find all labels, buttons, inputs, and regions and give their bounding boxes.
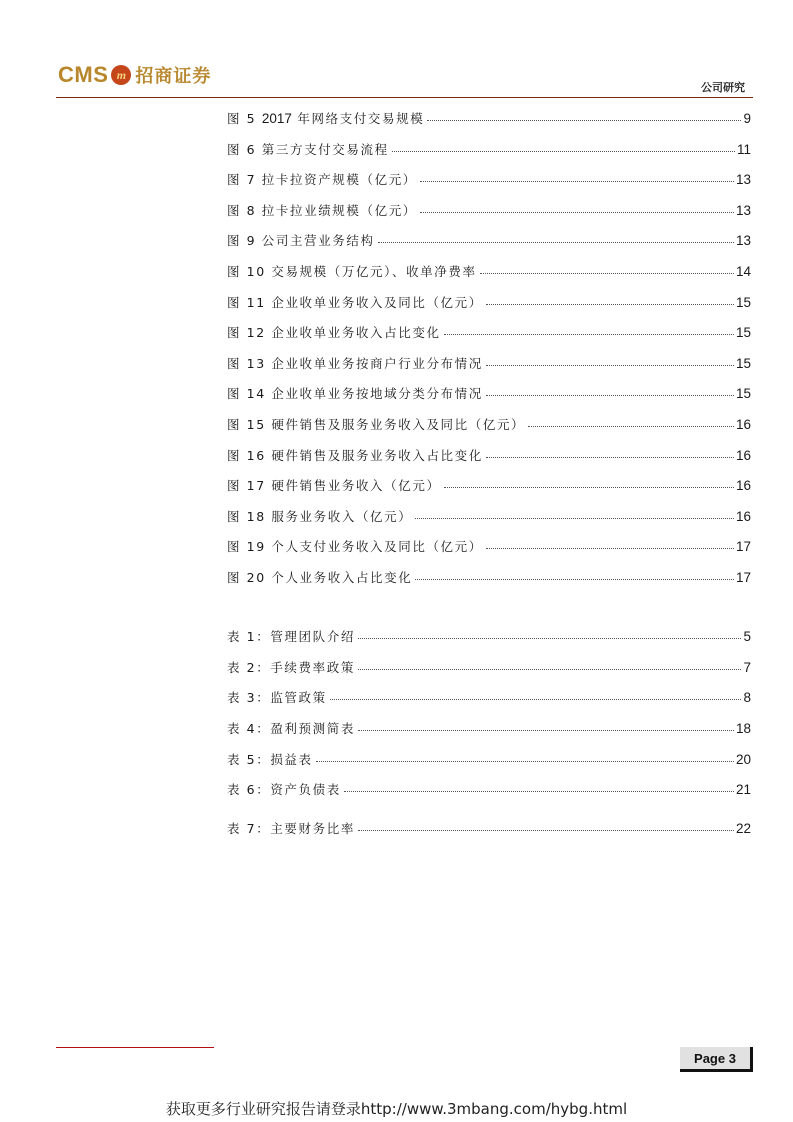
leader-dots [378,231,734,243]
toc-entry-label: 图 13 企业收单业务按商户行业分布情况 [227,355,483,371]
toc-entry-figure-15[interactable] [227,414,751,445]
toc-entry-page: 5 [743,629,751,644]
toc-entry-page: 21 [735,782,751,798]
toc-entry-label: 图 10 交易规模（万亿元）、收单净费率 [227,263,477,279]
toc-entry-label: 表 7：主要财务比率 [227,821,355,837]
toc-entry-figure-19[interactable] [227,536,751,567]
toc-entry-label: 表 1：管理团队介绍 [227,629,355,644]
toc-entry-figure-17[interactable] [227,475,751,506]
toc-entry-label: 图 16 硬件销售及服务业务收入占比变化 [227,447,483,463]
toc-entry-figure-7[interactable] [227,169,751,200]
toc-entry-page: 7 [743,659,751,675]
toc-entry-page: 16 [735,416,751,432]
toc-entry-figure-12[interactable] [227,322,751,353]
company-logo [58,62,211,88]
toc-entry-figure-18[interactable] [227,506,751,537]
page-header [0,0,793,100]
toc-entry-page: 22 [735,821,751,837]
watermark-text: 获取更多行业研究报告请登录http://www.3mbang.com/hybg.html [165,1100,628,1118]
leader-dots [486,384,734,396]
figure-list [227,108,751,598]
toc-entry-page: 14 [735,263,751,279]
toc-entry-page: 16 [735,447,751,463]
leader-dots [316,750,734,762]
toc-entry-figure-20[interactable] [227,567,751,598]
toc-entry-figure-8[interactable] [227,200,751,231]
leader-dots [528,415,734,427]
toc-entry-table-6[interactable] [227,779,751,810]
leader-dots [415,507,734,519]
toc-entry-page: 11 [736,141,751,157]
toc-entry-page: 17 [735,539,751,555]
report-section-label: 公司研究 [701,81,745,94]
header-divider [56,97,753,98]
logo-cms-text: CMS [58,62,109,87]
toc-entry-label: 图 5 2017 年网络支付交易规模 [227,111,425,126]
leader-dots [344,780,734,792]
toc-entry-label: 表 2：手续费率政策 [227,659,355,675]
leader-dots [486,293,734,305]
leader-dots [420,201,734,213]
toc-entry-label: 图 6 第三方支付交易流程 [227,141,389,157]
toc-entry-page: 15 [735,325,751,341]
leader-dots [486,354,734,366]
toc-entry-label: 图 9 公司主营业务结构 [227,233,375,249]
toc-entry-page: 13 [735,202,751,218]
leader-dots [444,323,734,335]
leader-dots [358,627,742,639]
footnote-divider [56,1047,214,1048]
toc-entry-page: 13 [735,172,751,188]
toc-entry-label: 图 11 企业收单业务收入及同比（亿元） [227,294,483,310]
leader-dots [480,262,734,274]
toc-entry-figure-10[interactable] [227,261,751,292]
toc-entry-table-7[interactable] [227,818,751,849]
leader-dots [358,819,734,831]
toc-entry-figure-5[interactable] [227,108,751,139]
leader-dots [358,719,734,731]
toc-entry-figure-16[interactable] [227,445,751,476]
toc-entry-page: 15 [735,294,751,310]
toc-entry-figure-6[interactable] [227,139,751,170]
toc-entry-page: 15 [735,386,751,402]
toc-entry-page: 20 [735,751,751,767]
toc-entry-page: 16 [735,478,751,494]
toc-entry-table-3[interactable] [227,687,751,718]
toc-entry-page: 13 [735,233,751,249]
leader-dots [420,170,734,182]
logo-emblem-icon: m [111,65,131,85]
leader-dots [486,537,734,549]
leader-dots [486,446,734,458]
toc-entry-table-4[interactable] [227,718,751,749]
leader-dots [444,476,734,488]
toc-entry-label: 表 4：盈利预测简表 [227,721,355,737]
toc-entry-table-2[interactable] [227,657,751,688]
toc-entry-page: 17 [735,569,751,585]
toc-entry-label: 图 17 硬件销售业务收入（亿元） [227,478,441,494]
toc-entry-label: 表 5：损益表 [227,751,313,767]
toc-entry-label: 图 8 拉卡拉业绩规模（亿元） [227,202,417,218]
toc-entry-table-5[interactable] [227,749,751,780]
toc-entry-page: 18 [735,721,751,737]
toc-entry-figure-14[interactable] [227,383,751,414]
toc-entry-label: 图 18 服务业务收入（亿元） [227,508,413,524]
logo-chinese-name: 招商证券 [135,66,212,87]
toc-entry-label: 图 20 个人业务收入占比变化 [227,569,413,585]
toc-entry-label: 图 14 企业收单业务按地域分类分布情况 [227,386,483,402]
toc-entry-figure-11[interactable] [227,292,751,323]
toc-entry-page: 16 [735,508,751,524]
leader-dots [330,688,742,700]
toc-entry-label: 图 19 个人支付业务收入及同比（亿元） [227,539,483,555]
toc-entry-figure-9[interactable] [227,230,751,261]
leader-dots [358,658,742,670]
leader-dots [415,568,734,580]
toc-entry-label: 表 6：资产负债表 [227,782,341,798]
page-number-box: Page 3 [680,1047,753,1072]
toc-entry-page: 9 [743,111,751,126]
toc-entry-label: 图 12 企业收单业务收入占比变化 [227,325,441,341]
toc-entry-label: 表 3：监管政策 [227,690,327,706]
toc-entry-label: 图 15 硬件销售及服务业务收入及同比（亿元） [227,416,526,432]
table-list [227,626,751,849]
leader-dots [427,109,741,121]
toc-entry-label: 图 7 拉卡拉资产规模（亿元） [227,172,417,188]
toc-entry-table-1[interactable] [227,626,751,657]
toc-entry-page: 8 [743,690,751,706]
leader-dots [392,140,735,152]
toc-entry-page: 15 [735,355,751,371]
toc-entry-figure-13[interactable] [227,353,751,384]
